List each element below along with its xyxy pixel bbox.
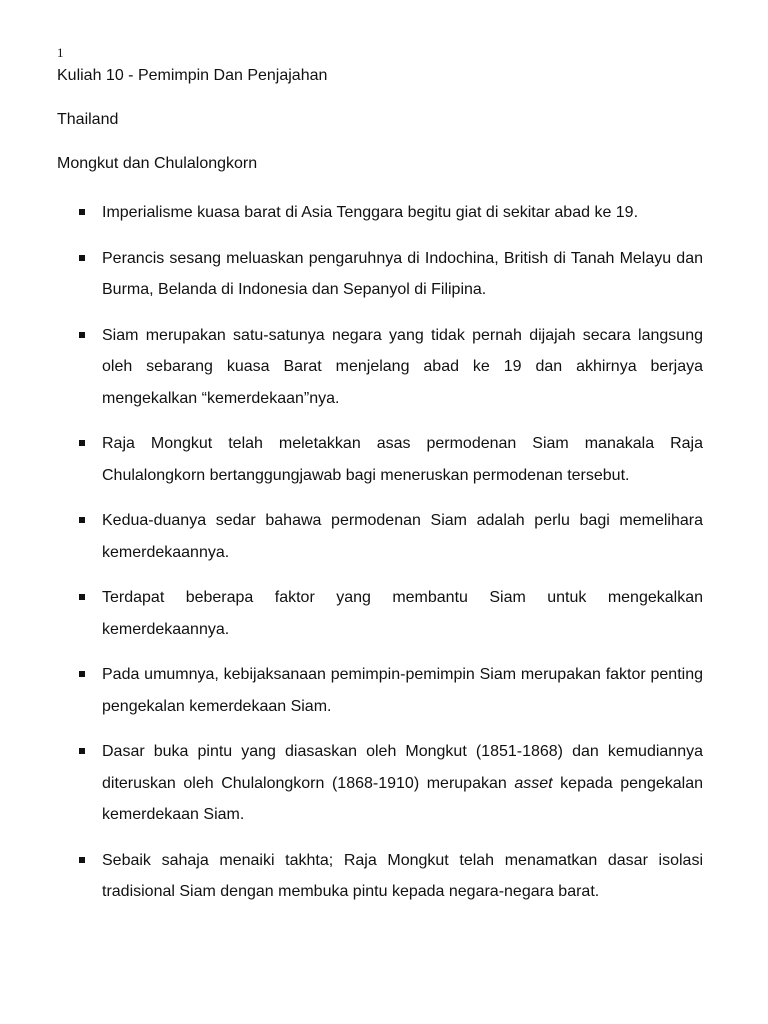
bullet-text-part: Dasar buka pintu yang diasaskan oleh Mongkut (1851-1868) dan kemudiannya diteruskan oleh Chulalongkorn (1868-1910) merupakan: [102, 743, 703, 792]
bullet-item: [0, 428, 768, 491]
bullet-item: [0, 845, 768, 908]
bullet-text: Terdapat beberapa faktor yang membantu Siam untuk mengekalkan kemerdekaannya.: [102, 589, 703, 638]
square-bullet-icon: [79, 332, 85, 338]
bullet-text: Siam merupakan satu-satunya negara yang tidak pernah dijajah secara langsung oleh sebarang kuasa Barat menjelang abad ke 19 dan akhirnya berjaya mengekalkan “kemerdekaan”nya.: [102, 326, 703, 407]
page-number: 1: [57, 45, 64, 60]
bullet-text: Imperialisme kuasa barat di Asia Tenggara begitu giat di sekitar abad ke 19.: [102, 204, 639, 221]
bullet-list: [0, 197, 768, 922]
square-bullet-icon: [79, 594, 85, 600]
square-bullet-icon: [79, 671, 85, 677]
square-bullet-icon: [79, 209, 85, 215]
document-title: Kuliah 10 - Pemimpin Dan Penjajahan: [57, 67, 328, 84]
bullet-item: [0, 197, 768, 229]
bullet-item: [0, 243, 768, 306]
bullet-text: Pada umumnya, kebijaksanaan pemimpin-pemimpin Siam merupakan faktor penting pengekalan kemerdekaan Siam.: [102, 666, 703, 715]
section-subheading: Mongkut dan Chulalongkorn: [57, 155, 258, 172]
bullet-text: Kedua-duanya sedar bahawa permodenan Siam adalah perlu bagi memelihara kemerdekaannya.: [102, 512, 703, 561]
bullet-text: Raja Mongkut telah meletakkan asas permodenan Siam manakala Raja Chulalongkorn bertanggungjawab bagi meneruskan permodenan tersebut.: [102, 435, 703, 484]
bullet-item: [0, 659, 768, 722]
emphasized-word: asset: [514, 774, 553, 792]
square-bullet-icon: [79, 517, 85, 523]
square-bullet-icon: [79, 857, 85, 863]
bullet-item: [0, 736, 768, 831]
square-bullet-icon: [79, 255, 85, 261]
bullet-item: [0, 320, 768, 415]
bullet-item: [0, 582, 768, 645]
bullet-item: [0, 505, 768, 568]
bullet-text: [102, 736, 703, 831]
bullet-text: Perancis sesang meluaskan pengaruhnya di Indochina, British di Tanah Melayu dan Burma, Belanda di Indonesia dan Sepanyol di Filipina.: [102, 249, 703, 298]
square-bullet-icon: [79, 748, 85, 754]
bullet-text: Sebaik sahaja menaiki takhta; Raja Mongkut telah menamatkan dasar isolasi tradisional Siam dengan membuka pintu kepada negara-negara barat.: [102, 851, 703, 900]
square-bullet-icon: [79, 440, 85, 446]
section-heading-country: Thailand: [57, 111, 119, 128]
bullet-text-part: kepada pengekalan kemerdekaan Siam.: [102, 774, 703, 823]
